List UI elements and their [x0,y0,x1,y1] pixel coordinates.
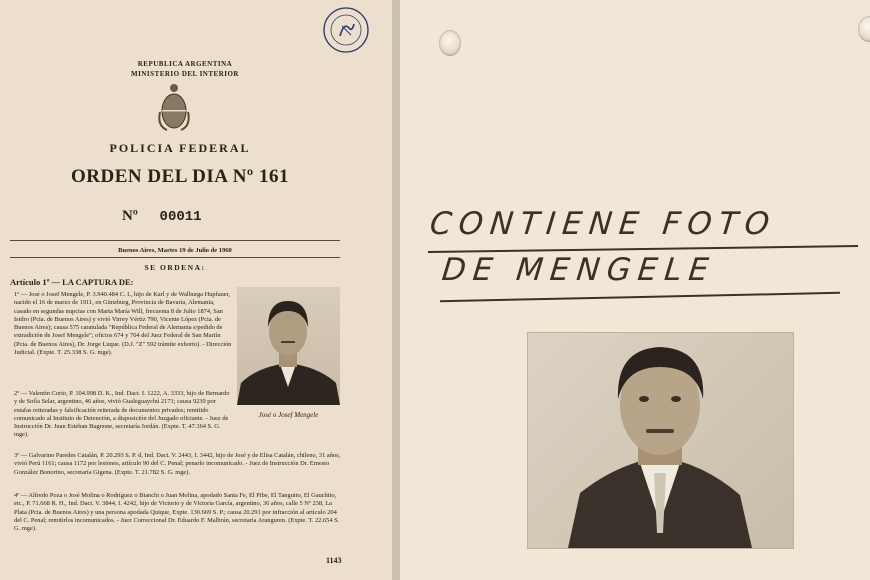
date-rule-bottom [10,257,340,258]
number-label: Nº [122,208,138,224]
number-value: 00011 [159,209,202,225]
mengele-photo-small [237,287,340,405]
date-line: Buenos Aires, Martes 19 de Julio de 1960 [118,247,232,254]
order-number-row [122,208,202,225]
punch-hole-left [439,30,461,56]
punch-hole-right [858,16,870,42]
date-rule-top [10,240,340,241]
header-republica: REPUBLICA ARGENTINA [137,60,233,68]
entry-4: 4º — Alfredo Poza o José Molina o Rodríguez o Bianchi o Juan Molina, apodado Santa Fe, El Pibe, El Tanguito, El Gauchito, etc., P. 71.668 R. H., Ind. Dact. V. 3844, I. 4242, hijo de Victorio y de Victoria García, argentino, 36 años, calle 5 Nº 238, La Plata (Pcia. de Buenos Aires) y una persona apodada Quique, Expte. 130.669 S. P.; causa 20.291 por infracción al artículo 204 del C. Penal; remitirlos incomunicados. - Juez Correccional Dr. Eduardo F. Malbrán, secretaría Aranguren. (Expte. T. 22.654 S. G. mge). [14,492,340,533]
coat-of-arms-icon [157,82,191,134]
handwriting-underline-2 [440,292,840,302]
handwriting-line-2: DE MENGELE [440,252,718,288]
mengele-photo-large [528,333,793,548]
article-heading: Artículo 1º — LA CAPTURA DE: [10,277,134,287]
agency-title: POLICIA FEDERAL [109,141,251,155]
order-title: ORDEN DEL DIA Nº 161 [71,166,289,187]
se-ordena: SE ORDENA: [144,263,206,272]
entry-3: 3º — Galvarino Paredes Catalán, P. 20.293 S. P. d, Ind. Dact. V. 2443, I. 3442, hijo de José y de Elisa Catalán, chileno, 31 años, vivió Perú 1161; causa 1172 por lesiones, artículo 90 del C. Penal; penarlo incomunicado. - Juez de Instrucción Dr. Ernesto González Bonorino, secretaría Gigena. (Expte. T. 21.782 S. G. mge). [14,452,341,476]
police-stamp [322,6,370,54]
page-number: 1143 [326,556,342,565]
page-divider [392,0,400,580]
entry-1: 1º — José o Josef Mengele, P. 3.940.484 C. I., hijo de Karl y de Walburga Hupfauer, nacido el 16 de marzo de 1911, en Günzburg, Provincia de Bavaria, Alemania, casado en segundas nupcias con Marta María Will, frecuenta 8 de Julio 1874, San Isidro (Pcia. de Buenos Aires) y vivió Virrey Vértiz 790, Vicente López (Pcia. de Buenos Aires); causa 575 caratulada "República Federal de Alemania s/pedido de extradición de Josef Mengele"; oficios 674 y 704 del Juez Federal de San Martín (Pcia. de Buenos Aires), Dr. Jorge Luque. (D.J. "Z" 592 trámite exhorto). - Dirección Judicial. (Expte. T. 25.338 S. G. mge). [14,291,232,357]
handwriting-line-1: CONTIENE FOTO [428,206,779,242]
left-document-page [0,0,392,580]
portrait-large-icon [528,333,793,548]
header-ministerio: MINISTERIO DEL INTERIOR [131,70,239,78]
right-document-page [400,0,870,580]
portrait-icon [237,287,340,405]
stamp-seal-icon [322,6,370,54]
photo-caption: José o Josef Mengele [258,411,319,419]
entry-2: 2º — Valentín Corio, P. 104.998 D. K., Ind. Dact. I. 1222, A. 3333, hijo de Bernardo y de Sofía Selar, argentino, 46 años, vivió Gualeguaychú 2171; causa 9239 por estafas reiteradas y falsificación reiterada de documentos privados; remitido comunicado al Instituto de Detención, a disposición del Juzgado oficiante. - Juez de Instrucción Dr. Juan Esteban Bugnone, secretaría Jordán. (Expte. T. 47.364 S. G. mge). [14,390,230,439]
